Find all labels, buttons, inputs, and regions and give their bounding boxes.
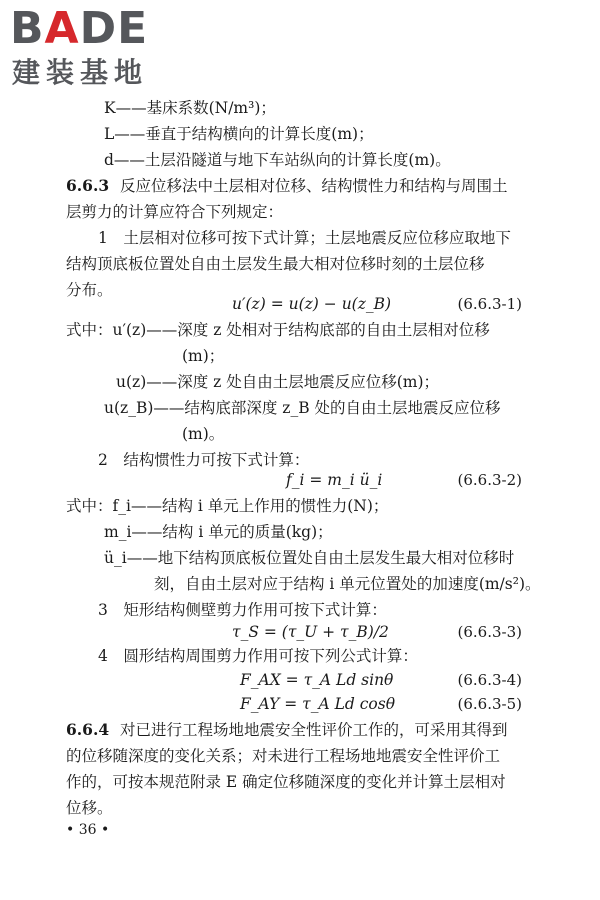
equation-6632: f_i = m_i ü_i xyxy=(286,471,383,489)
equation-6631: u′(z) = u(z) − u(z_B) xyxy=(232,295,392,313)
paragraph-line: 反应位移法中土层相对位移、结构惯性力和结构与周围土 xyxy=(120,177,508,195)
where-line: ü_i——地下结构顶底板位置处自由土层发生最大相对位移时 xyxy=(104,549,515,567)
clause-number-664: 6.6.4 xyxy=(66,720,110,739)
def-l: L——垂直于结构横向的计算长度(m)； xyxy=(104,125,374,143)
equation-6634: F_AX = τ_A Ld sinθ xyxy=(240,671,394,689)
paragraph-line: 1 土层相对位移可按下式计算；土层地震反应位移应取地下 xyxy=(98,229,511,247)
clause-number-663: 6.6.3 xyxy=(66,176,110,195)
paragraph-line: 结构顶底板位置处自由土层发生最大相对位移时刻的土层位移 xyxy=(66,255,485,273)
paragraph-line: 4 圆形结构周围剪力作用可按下列公式计算： xyxy=(98,647,418,665)
equation-number: (6.6.3-5) xyxy=(457,695,522,713)
paragraph-line: 对已进行工程场地地震安全性评价工作的，可采用其得到 xyxy=(120,721,508,739)
paragraph-line: 的位移随深度的变化关系；对未进行工程场地地震安全性评价工 xyxy=(66,747,501,765)
where-line: 式中：f_i——结构 i 单元上作用的惯性力(N)； xyxy=(66,497,389,515)
paragraph-line: 作的，可按本规范附录 E 确定位移随深度的变化并计算土层相对 xyxy=(66,773,506,791)
where-line: (m)。 xyxy=(182,425,225,443)
equation-number: (6.6.3-1) xyxy=(457,295,522,313)
logo-subtitle: 建装基地 xyxy=(12,56,149,89)
logo-wordmark: BADE xyxy=(10,3,149,54)
where-line: u(z)——深度 z 处自由土层地震反应位移(m)； xyxy=(116,373,440,391)
where-line: 刻，自由土层对应于结构 i 单元位置处的加速度(m/s²)。 xyxy=(154,575,541,593)
paragraph-line: 位移。 xyxy=(66,799,113,817)
equation-6635: F_AY = τ_A Ld cosθ xyxy=(240,695,396,713)
paragraph-line: 3 矩形结构侧壁剪力作用可按下式计算： xyxy=(98,601,387,619)
where-line: u(z_B)——结构底部深度 z_B 处的自由土层地震反应位移 xyxy=(104,399,501,417)
brand-logo xyxy=(10,4,180,96)
paragraph-line: 2 结构惯性力可按下式计算： xyxy=(98,451,310,469)
equation-number: (6.6.3-4) xyxy=(457,671,522,689)
def-d: d——土层沿隧道与地下车站纵向的计算长度(m)。 xyxy=(104,151,451,169)
paragraph-line: 分布。 xyxy=(66,281,113,299)
equation-number: (6.6.3-2) xyxy=(457,471,522,489)
page-number: • 36 • xyxy=(66,822,110,838)
paragraph-line: 层剪力的计算应符合下列规定： xyxy=(66,203,284,221)
where-line: (m)； xyxy=(182,347,225,365)
where-line: 式中：u′(z)——深度 z 处相对于结构底部的自由土层相对位移 xyxy=(66,321,490,339)
def-k: K——基床系数(N/m³)； xyxy=(104,99,276,117)
where-line: m_i——结构 i 单元的质量(kg)； xyxy=(104,523,333,541)
equation-6633: τ_S = (τ_U + τ_B)/2 xyxy=(232,623,389,641)
equation-number: (6.6.3-3) xyxy=(457,623,522,641)
